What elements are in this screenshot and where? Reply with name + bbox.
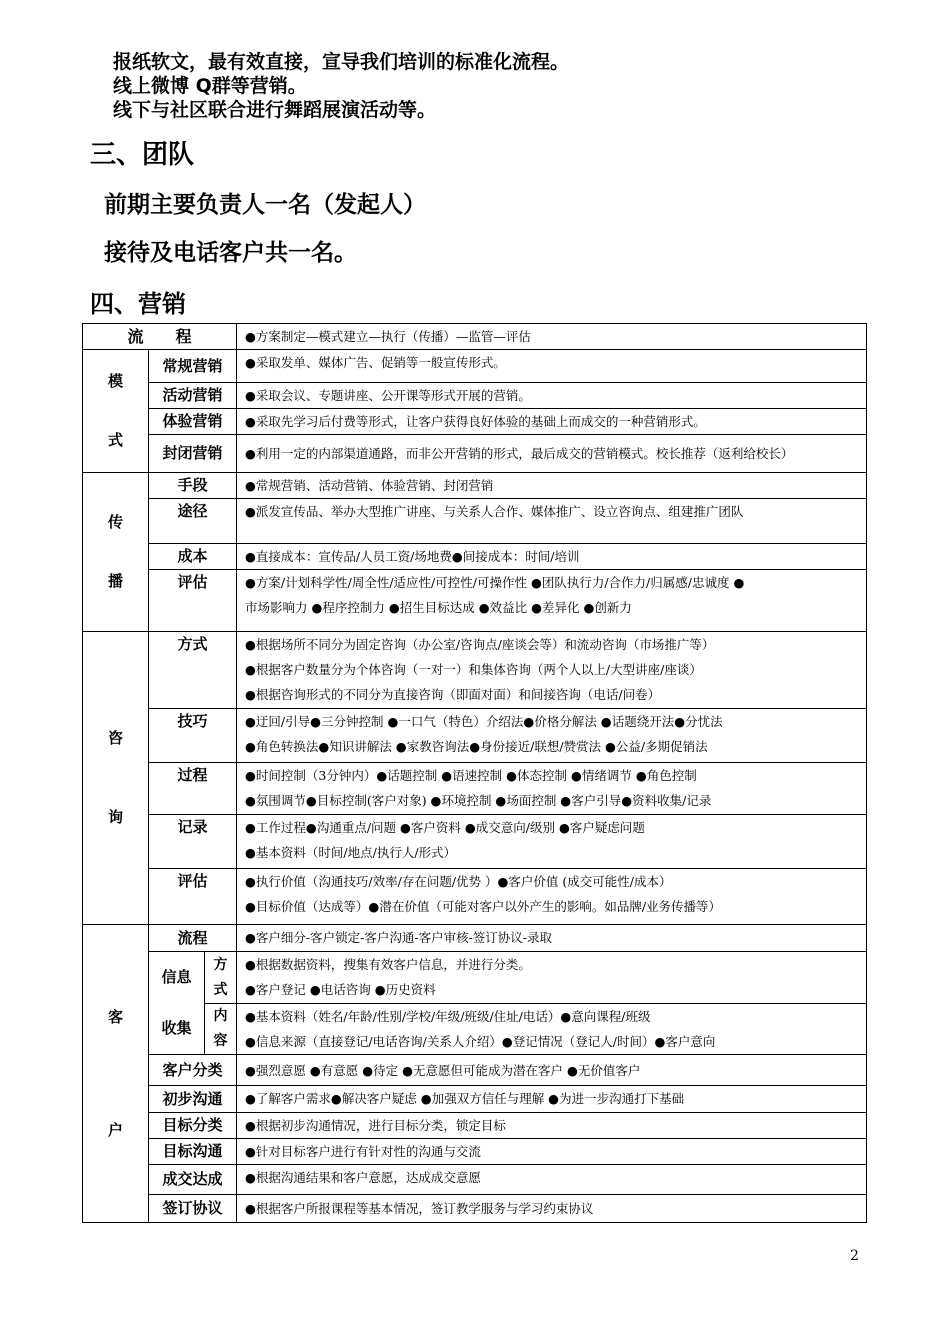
client-group-label: 客 户 [83,925,149,1223]
table-row [83,324,867,350]
spread-row-text: ●常规营销、活动营销、体验营销、封闭营销 [237,473,867,499]
table-row [83,383,867,409]
client-row-label: 初步沟通 [149,1086,237,1113]
client-row-label: 签订协议 [149,1195,237,1223]
consult-group-label: 咨 询 [83,632,149,925]
client-row-text: ●根据客户所报课程等基本情况，签订教学服务与学习约束协议 [237,1195,867,1223]
consult-row-text: ●迂回/引导●三分钟控制 ●一口气（特色）介绍法●价格分解法 ●话题绕开法●分忧法 ●角色转换法●知识讲解法 ●家教咨询法●身份接近/联想/赞赏法 ●公益/多期促销法 [237,709,867,763]
section-3-heading: 三、团队 [90,140,195,170]
table-row [83,473,867,499]
process-label: 流 程 [83,324,237,350]
consult-row-text: ●执行价值（沟通技巧/效率/存在问题/优势 ）●客户价值 (成交可能性/成本） ●目标价值（达成等）●潜在价值（可能对客户以外产生的影响。如品牌/业务传播等） [237,869,867,925]
mode-row-text: ●利用一定的内部渠道通路，而非公开营销的形式，最后成交的营销模式。校长推荐（返利给校长） [237,435,867,473]
table-row [83,763,867,815]
info-content-label: 内 容 [205,1004,237,1055]
client-row-text: ●强烈意愿 ●有意愿 ●待定 ●无意愿但可能成为潜在客户 ●无价值客户 [237,1055,867,1086]
table-row [83,1195,867,1223]
spread-group-label: 传 播 [83,473,149,632]
mode-row-label: 常规营销 [149,350,237,383]
team-line-1: 前期主要负责人一名（发起人） [104,192,426,218]
table-row [83,869,867,925]
info-content-text: ●基本资料（姓名/年龄/性别/学校/年级/班级/住址/电话）●意向课程/班级 ●信息来源（直接登记/电话咨询/关系人介绍）●登记情况（登记人/时间）●客户意向 [237,1004,867,1055]
section-4-heading: 四、营销 [90,290,186,318]
table-row [83,1139,867,1165]
process-text: ●方案制定—模式建立—执行（传播）—监管—评估 [237,324,867,350]
info-method-text: ●根据数据资料，搜集有效客户信息，并进行分类。 ●客户登记 ●电话咨询 ●历史资料 [237,952,867,1004]
table-row [83,1086,867,1113]
consult-row-label: 评估 [149,869,237,925]
client-row-label: 目标分类 [149,1113,237,1139]
client-flow-text: ●客户细分-客户锁定-客户沟通-客户审核-签订协议-录取 [237,925,867,952]
client-row-label: 目标沟通 [149,1139,237,1165]
table-row [83,435,867,473]
consult-row-label: 技巧 [149,709,237,763]
intro-line-1: 报纸软文，最有效直接，宣导我们培训的标准化流程。 [113,51,570,73]
page-number: 2 [850,1248,859,1264]
info-method-label: 方 式 [205,952,237,1004]
table-row [83,1165,867,1195]
intro-line-3: 线下与社区联合进行舞蹈展演活动等。 [113,99,437,121]
mode-row-label: 封闭营销 [149,435,237,473]
marketing-table [82,323,867,1223]
client-row-text: ●根据初步沟通情况，进行目标分类，锁定目标 [237,1113,867,1139]
intro-block [113,50,569,122]
table-row [83,952,867,1004]
consult-row-label: 过程 [149,763,237,815]
spread-row-text: ●直接成本：宣传品/人员工资/场地费●间接成本：时间/培训 [237,544,867,570]
spread-row-label: 手段 [149,473,237,499]
spread-row-label: 途径 [149,499,237,544]
team-line-2: 接待及电话客户共一名。 [104,240,357,266]
client-flow-label: 流程 [149,925,237,952]
intro-line-2: 线上微博 Q群等营销。 [113,75,307,97]
mode-row-text: ●采取先学习后付费等形式，让客户获得良好体验的基础上而成交的一种营销形式。 [237,409,867,435]
client-row-text: ●了解客户需求●解决客户疑虑 ●加强双方信任与理解 ●为进一步沟通打下基础 [237,1086,867,1113]
mode-row-label: 活动营销 [149,383,237,409]
client-row-label: 成交达成 [149,1165,237,1195]
mode-row-text: ●采取会议、专题讲座、公开课等形式开展的营销。 [237,383,867,409]
mode-group-label: 模 式 [83,350,149,473]
table-row [83,815,867,869]
table-row [83,499,867,544]
consult-row-text: ●根据场所不同分为固定咨询（办公室/咨询点/座谈会等）和流动咨询（市场推广等） ●根据客户数量分为个体咨询（一对一）和集体咨询（两个人以上/大型讲座/座谈） ●根据咨询形式的不同分为直接咨询（即面对面）和间接咨询（电话/问卷） [237,632,867,709]
consult-row-text: ●工作过程●沟通重点/问题 ●客户资料 ●成交意向/级别 ●客户疑虑问题 ●基本资料（时间/地点/执行人/形式） [237,815,867,869]
client-row-label: 客户分类 [149,1055,237,1086]
client-row-text: ●根据沟通结果和客户意愿，达成成交意愿 [237,1165,867,1195]
table-row [83,925,867,952]
table-row [83,570,867,632]
client-row-text: ●针对目标客户进行有针对性的沟通与交流 [237,1139,867,1165]
spread-row-label: 成本 [149,544,237,570]
table-row [83,709,867,763]
table-row [83,544,867,570]
table-row [83,1113,867,1139]
mode-row-label: 体验营销 [149,409,237,435]
consult-row-label: 方式 [149,632,237,709]
consult-row-label: 记录 [149,815,237,869]
table-row [83,409,867,435]
table-row [83,1055,867,1086]
spread-row-text: ●方案/计划科学性/周全性/适应性/可控性/可操作性 ●团队执行力/合作力/归属感/忠诚度 ● 市场影响力 ●程序控制力 ●招生目标达成 ●效益比 ●差异化 ●创新力 [237,570,867,632]
table-row [83,632,867,709]
info-collect-label: 信息 收集 [149,952,205,1055]
spread-row-label: 评估 [149,570,237,632]
consult-row-text: ●时间控制（3分钟内）●话题控制 ●语速控制 ●体态控制 ●情绪调节 ●角色控制 ●氛围调节●目标控制(客户对象) ●环境控制 ●场面控制 ●客户引导●资料收集/记录 [237,763,867,815]
spread-row-text: ●派发宣传品、举办大型推广讲座、与关系人合作、媒体推广、设立咨询点、组建推广团队 [237,499,867,544]
table-row [83,350,867,383]
mode-row-text: ●采取发单、媒体广告、促销等一般宣传形式。 [237,350,867,383]
